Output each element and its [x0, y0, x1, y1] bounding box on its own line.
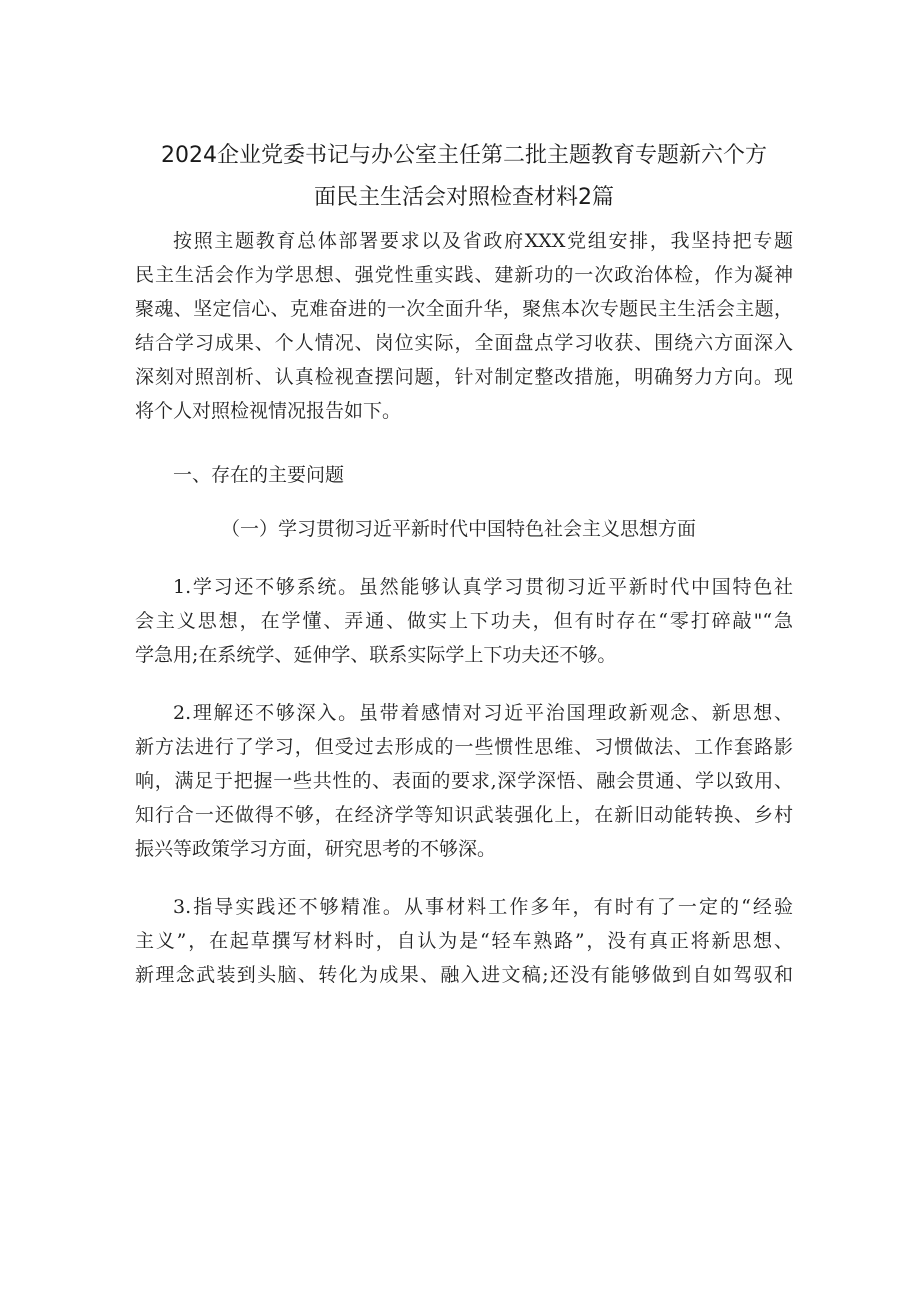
item-1-paragraph: [135, 570, 793, 672]
item-2-line-2: 新方法进行了学习，但受过去形成的一些惯性思维、习惯做法、工作套路影: [135, 736, 793, 758]
intro-line-6: 将个人对照检视情况报告如下。: [135, 400, 402, 422]
intro-line-1: 按照主题教育总体部署要求以及省政府XXX党组安排，我坚持把专题: [173, 230, 793, 252]
title-line-1: 2024企业党委书记与办公室主任第二批主题教育专题新六个方: [161, 143, 767, 168]
intro-line-3: 聚魂、坚定信心、克难奋进的一次全面升华，聚焦本次专题民主生活会主题，: [135, 298, 793, 320]
item-1-line-3: 学急用;在系统学、延伸学、联系实际学上下功夫还不够。: [135, 644, 617, 666]
intro-line-2: 民主生活会作为学思想、强党性重实践、建新功的一次政治体检，作为凝神: [135, 264, 793, 286]
section-heading: 一、存在的主要问题: [173, 464, 345, 486]
intro-paragraph: [135, 224, 793, 428]
intro-line-5: 深刻对照剖析、认真检视查摆问题，针对制定整改措施，明确努力方向。现: [135, 366, 793, 388]
item-2-line-1: 2.理解还不够深入。虽带着感情对习近平治国理政新观念、新思想、: [173, 702, 793, 724]
item-2-line-3: 响，满足于把握一些共性的、表面的要求,深学深悟、融会贯通、学以致用、: [135, 770, 793, 792]
document-title: [135, 135, 793, 219]
item-3-line-3: 新理念武装到头脑、转化为成果、融入进文稿;还没有能够做到自如驾驭和: [135, 964, 793, 986]
item-3-line-2: 主义”，在起草撰写材料时，自认为是“轻车熟路”，没有真正将新思想、: [135, 930, 793, 952]
item-3-paragraph: [135, 890, 793, 992]
item-1-line-1: 1.学习还不够系统。虽然能够认真学习贯彻习近平新时代中国特色社: [173, 576, 793, 598]
title-line-2: 面民主生活会对照检查材料2篇: [314, 185, 614, 210]
subsection-heading: （一）学习贯彻习近平新时代中国特色社会主义思想方面: [221, 518, 697, 540]
item-2-line-5: 振兴等政策学习方面，研究思考的不够深。: [135, 838, 497, 860]
item-2-paragraph: [135, 696, 793, 866]
item-1-line-2: 会主义思想，在学懂、弄通、做实上下功夫，但有时存在“零打碎敲"“急: [135, 610, 793, 632]
intro-line-4: 结合学习成果、个人情况、岗位实际，全面盘点学习收获、围绕六方面深入: [135, 332, 793, 354]
item-2-line-4: 知行合一还做得不够，在经济学等知识武装强化上，在新旧动能转换、乡村: [135, 804, 793, 826]
item-3-line-1: 3.指导实践还不够精准。从事材料工作多年，有时有了一定的“经验: [173, 896, 793, 918]
